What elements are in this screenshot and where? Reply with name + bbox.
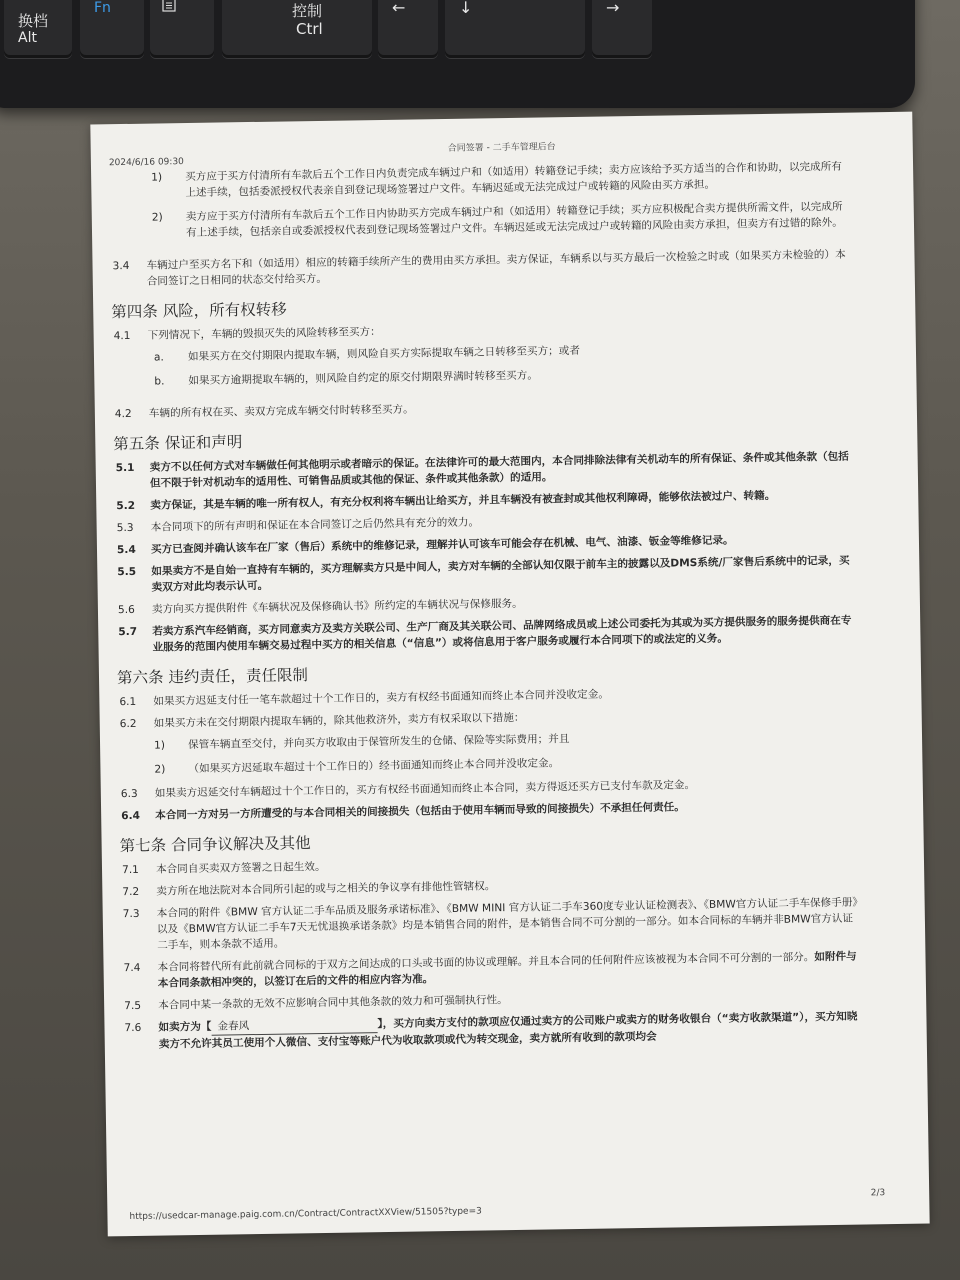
clause-text-bold-part: 如附件与本合同条款相冲突的，以签订在后的文件的相应内容为准。	[157, 950, 857, 990]
section-heading-5: 第五条 保证和声明	[113, 433, 243, 454]
clause-number: 5.1	[115, 461, 135, 475]
clause-text	[157, 948, 863, 991]
alt-key-label: 换档	[18, 12, 49, 30]
contract-body	[108, 157, 865, 1060]
clause-text: 下列情况下，车辆的毁损灭失的风险转移至买方：	[147, 325, 381, 342]
menu-icon	[162, 0, 176, 12]
clause-text: 车辆过户至买方名下和（如适用）相应的转籍手续所产生的费用由买方承担。卖方保证，车辆系以与买方最后一次检验之时或（如果买方未检验的）本合同签订之日相同的状态交付给买方。	[146, 248, 846, 288]
clause-number: 5.5	[117, 565, 137, 579]
clause-number: 3.4	[112, 259, 130, 273]
clause-number: 1)	[151, 171, 163, 184]
clause-4-1-a	[154, 339, 854, 366]
clause-3-3-2	[152, 199, 852, 242]
down-arrow-icon: ↓	[459, 0, 473, 17]
clause-number: 4.1	[113, 329, 131, 343]
alt-key-sub: Alt	[18, 30, 37, 46]
clause-text: 本合同的附件《BMW 官方认证二手车品质及服务承诺标准》、《BMW MINI 官方认证二手车360度专业认证检测表》、《BMW官方认证二手车保修手册》以及《BMW官方认证二手车7天无忧退换承诺条款》均是本销售合同的附件，是本销售合同不可分割的一部分。如本合同标的车辆并非BMW官方认证二手车，则本条款不适用。	[156, 896, 858, 952]
page-url: https://usedcar-manage.paig.com.cn/Contract/ContractXXView/51505?type=3	[129, 1206, 482, 1223]
clause-6-2-1	[154, 727, 860, 754]
clause-text: 本合同自买卖双方签署之日起生效。	[155, 860, 326, 876]
down-arrow-key[interactable]	[445, 0, 585, 58]
clause-text-part: 本合同将替代所有此前就合同标的于双方之间达成的口头或书面的协议或理解。并且本合同的任何附件应该被视为本合同不可分割的一部分。	[157, 951, 815, 974]
clause-number: 5.3	[116, 521, 134, 535]
clause-text: 本合同一方对另一方所遭受的与本合同相关的间接损失（包括由于使用车辆而导致的间接损失）不承担任何责任。	[155, 801, 685, 822]
clause-text: 如果卖方不是自始一直持有车辆的，买方理解卖方只是中间人，卖方对车辆的全部认知仅限于前车主的披露以及DMS系统/厂家售后系统中的记录，买卖双方对此均表示认可。	[151, 554, 850, 594]
right-arrow-icon: →	[606, 0, 620, 17]
seller-name-field: 金春风	[211, 1016, 377, 1036]
clause-text: 车辆的所有权在买、卖双方完成车辆交付时转移至买方。	[148, 403, 414, 420]
clause-text: 如果卖方迟延交付车辆超过十个工作日的，买方有权经书面通知而终止本合同，卖方得返还买方已支付车款及定金。	[154, 779, 696, 800]
clause-text-part: 】，买方向卖方支付的款项应仅通过卖方的公司账户或卖方的财务收银台（“卖方收款渠道”），买方知晓卖方不允许其员工使用个人微信、支付宝等账户代为收取款项或代为转交现金，卖方就所有收到的款项均会	[158, 1010, 858, 1051]
clause-number: 6.1	[119, 695, 137, 709]
clause-text: 如果买方迟延支付任一笔车款超过十个工作日的，卖方有权经书面通知而终止本合同并没收定金。	[153, 688, 609, 708]
clause-5-5	[117, 553, 857, 597]
clause-5-7	[118, 613, 858, 657]
keyboard	[0, 0, 915, 108]
right-arrow-key[interactable]	[592, 0, 652, 58]
page-number: 2/3	[870, 1188, 886, 1199]
clause-text: 本合同项下的所有声明和保证在本合同签订之后仍然具有充分的效力。	[150, 516, 480, 534]
clause-text: 买方应于买方付清所有车款后五个工作日内负责完成车辆过户和（如适用）转籍登记手续；卖方应该给予买方适当的合作和协助，以完成所有上述手续，包括委派授权代表亲自到登记现场签署过户文件。车辆迟延或无法完成过户或转籍的风险由买方承担。	[185, 160, 842, 200]
clause-7-4	[123, 948, 863, 992]
section-heading-4: 第四条 风险，所有权转移	[111, 300, 287, 322]
page-title: 合同签署 - 二手车管理后台	[447, 142, 556, 154]
clause-number: 5.6	[117, 603, 135, 617]
clause-text-part: 如卖方为【	[158, 1020, 212, 1034]
clause-text: 如果买方逾期提取车辆的，则风险自约定的原交付期限界满时转移至买方。	[188, 369, 539, 388]
clause-number: 1)	[153, 739, 166, 752]
clause-6-4	[121, 797, 861, 825]
clause-text: 卖方不以任何方式对车辆做任何其他明示或者暗示的保证。在法律许可的最大范围内，本合同排除法律有关机动车的所有保证、条件或其他条款（包括但不限于针对机动车的适用性、可销售品质或其他的保证、条件或其他条款）的适用。	[149, 450, 849, 490]
clause-7-6	[124, 1008, 864, 1053]
print-datetime: 2024/6/16 09:30	[108, 157, 184, 169]
clause-number: 5.4	[116, 543, 136, 557]
clause-text: 卖方保证，其是车辆的唯一所有权人，有充分权利将车辆出让给买方，并且车辆没有被查封或其他权利障碍，能够依法被过户、转籍。	[150, 489, 776, 512]
clause-6-2-2	[154, 751, 860, 778]
clause-number: 7.6	[124, 1021, 142, 1035]
fn-key-label: Fn	[94, 0, 111, 16]
left-arrow-key[interactable]	[378, 0, 438, 58]
clause-number: 5.7	[118, 625, 138, 639]
section-heading-6: 第六条 违约责任，责任限制	[116, 666, 309, 688]
clause-number: 4.2	[114, 407, 132, 421]
alt-key[interactable]	[4, 0, 72, 58]
ctrl-key-label: 控制	[292, 2, 323, 20]
clause-text: 如果买方在交付期限内提取车辆，则风险自买方实际提取车辆之日转移至买方；或者	[187, 344, 580, 364]
menu-key[interactable]	[150, 0, 214, 58]
clause-number: a.	[153, 351, 164, 364]
clause-text: 保管车辆直至交付，并向买方收取由于保管所发生的仓储、保险等实际费用；并且	[187, 733, 570, 752]
contract-page	[90, 112, 929, 1237]
clause-text: 买方已查阅并确认该车在厂家（售后）系统中的维修记录，理解并认可该车可能会存在机械、电气、油漆、钣金等维修记录。	[150, 534, 734, 556]
clause-7-3	[123, 894, 864, 954]
clause-text: 卖方应于买方付清所有车款后五个工作日内协助买方完成车辆过户和（如适用）转籍登记手续；买方应积极配合卖方提供所需文件，以完成所有上述手续，包括亲自或委派授权代表到登记现场签署过户文件。车辆迟延或无法完成过户或转籍的风险由卖方承担，但卖方有过错的除外。	[185, 200, 843, 240]
clause-number: 7.3	[122, 907, 140, 921]
section-heading-7: 第七条 合同争议解决及其他	[119, 834, 311, 856]
clause-number: 2)	[154, 763, 166, 776]
ctrl-key[interactable]	[222, 0, 372, 58]
clause-number: 7.1	[121, 863, 139, 877]
ctrl-key-sub: Ctrl	[296, 20, 323, 38]
clause-text: （如果买方迟延取车超过十个工作日的）经书面通知而终止本合同并没收定金。	[188, 757, 560, 776]
clause-text: 本合同中某一条款的无效不应影响合同中其他条款的效力和可强制执行性。	[158, 994, 508, 1012]
clause-number: b.	[154, 375, 165, 388]
left-arrow-icon: ←	[392, 0, 406, 17]
clause-5-1	[116, 449, 856, 493]
clause-number: 6.2	[119, 717, 137, 731]
clause-text: 卖方所在地法院对本合同所引起的或与之相关的争议享有排他性管辖权。	[156, 880, 496, 898]
clause-text	[158, 1008, 864, 1052]
clause-4-1-b	[154, 363, 854, 390]
clause-3-3-1	[151, 159, 851, 202]
clause-number: 6.4	[121, 809, 141, 823]
clause-text: 若卖方系汽车经销商，买方同意卖方及卖方关联公司、生产厂商及其关联公司、品牌网络成员或上述公司委托为其或为买方提供服务的服务提供商在专业服务的范围内使用车辆交易过程中买方的相关信息（“信息”）或将信息用于客户服务或履行本合同项下的或法定的义务。	[152, 614, 852, 654]
clause-number: 7.2	[122, 885, 140, 899]
fn-key[interactable]	[80, 0, 144, 58]
clause-text: 卖方向买方提供附件《车辆状况及保修确认书》所约定的车辆状况与保修服务。	[151, 597, 523, 616]
clause-number: 6.3	[120, 787, 138, 801]
clause-number: 5.2	[116, 499, 136, 513]
clause-number: 2)	[151, 211, 163, 224]
clause-number: 7.4	[123, 961, 141, 975]
clause-number: 7.5	[124, 999, 142, 1013]
clause-text: 如果买方未在交付期限内提取车辆的，除其他救济外，卖方有权采取以下措施：	[153, 711, 525, 730]
